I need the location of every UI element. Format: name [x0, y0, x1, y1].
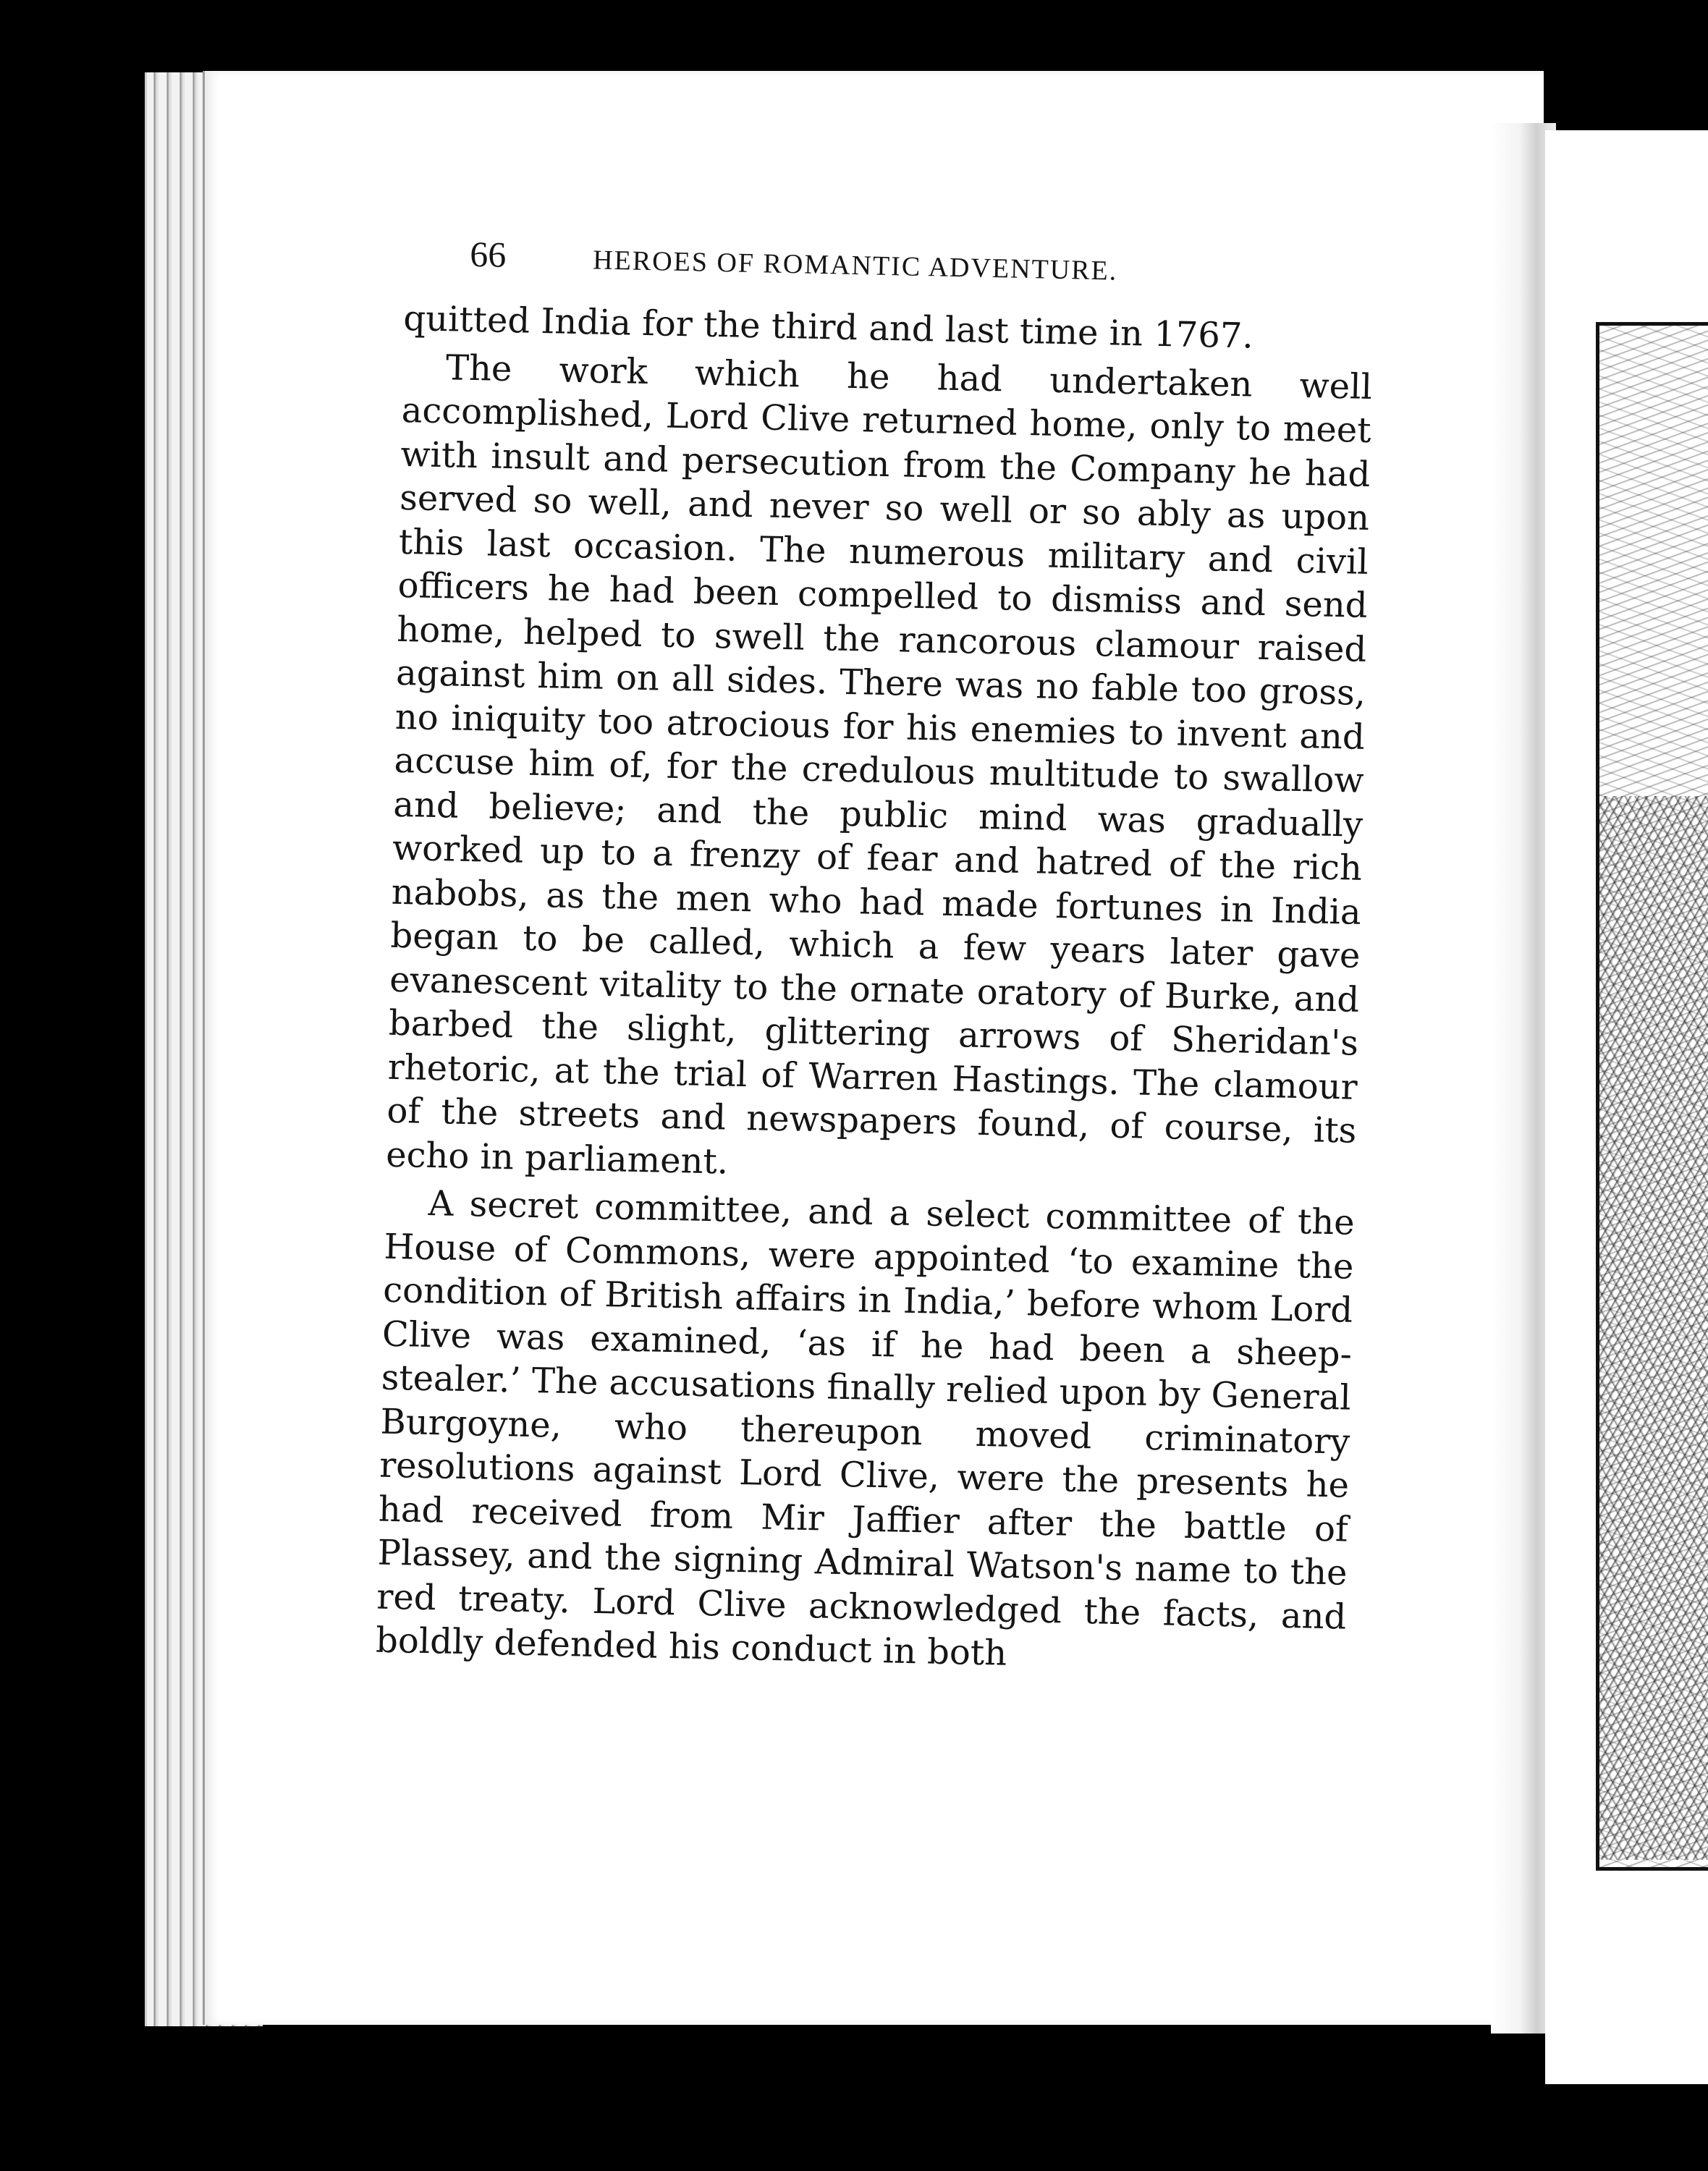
text-block — [376, 232, 1375, 1683]
paragraph: A secret committee, and a select committee of the House of Commons, were appointed ‘to examine the condition of British affairs in India,’ before whom Lord Clive was examined, ‘as if he had been a sheep-stealer.’ The accusations finally relied upon by General Burgoyne, who thereupon moved criminatory resolutions against Lord Clive, were the presents he had received from Mir Jaffier after the battle of Plassey, and the signing Admiral Watson's name to the red treaty. Lord Clive acknowledged the facts, and boldly defended his conduct in both — [375, 1182, 1356, 1674]
page-number: 66 — [469, 233, 507, 275]
engraving-detail — [1599, 796, 1708, 1860]
running-head-title: HEROES OF ROMANTIC ADVENTURE. — [592, 245, 1118, 287]
paragraph: The work which he had undertaken well accomplished, Lord Clive returned home, only to meet with insult and persecution from the Company he had served so well, and never so well or so ably as upon this last occasion. The numerous military and civil officers he had been compelled to dismiss and send home, helped to swell the rancorous clamour raised against him on all sides. There was no fable too gross, no iniquity too atrocious for his enemies to invent and accuse him of, for the credulous multitude to swallow and believe; and the public mind was gradually worked up to a frenzy of fear and hatred of the rich nabobs, as the men who had made fortunes in India began to be called, which a few years later gave evanescent vitality to the ornate oratory of Burke, and barbed the slight, glittering arrows of Sheridan's rhetoric, at the trial of Warren Hastings. The clamour of the streets and newspapers found, of course, its echo in parliament. — [385, 347, 1373, 1182]
paragraph-continuation: quitted India for the third and last time in 1767. — [402, 297, 1254, 357]
